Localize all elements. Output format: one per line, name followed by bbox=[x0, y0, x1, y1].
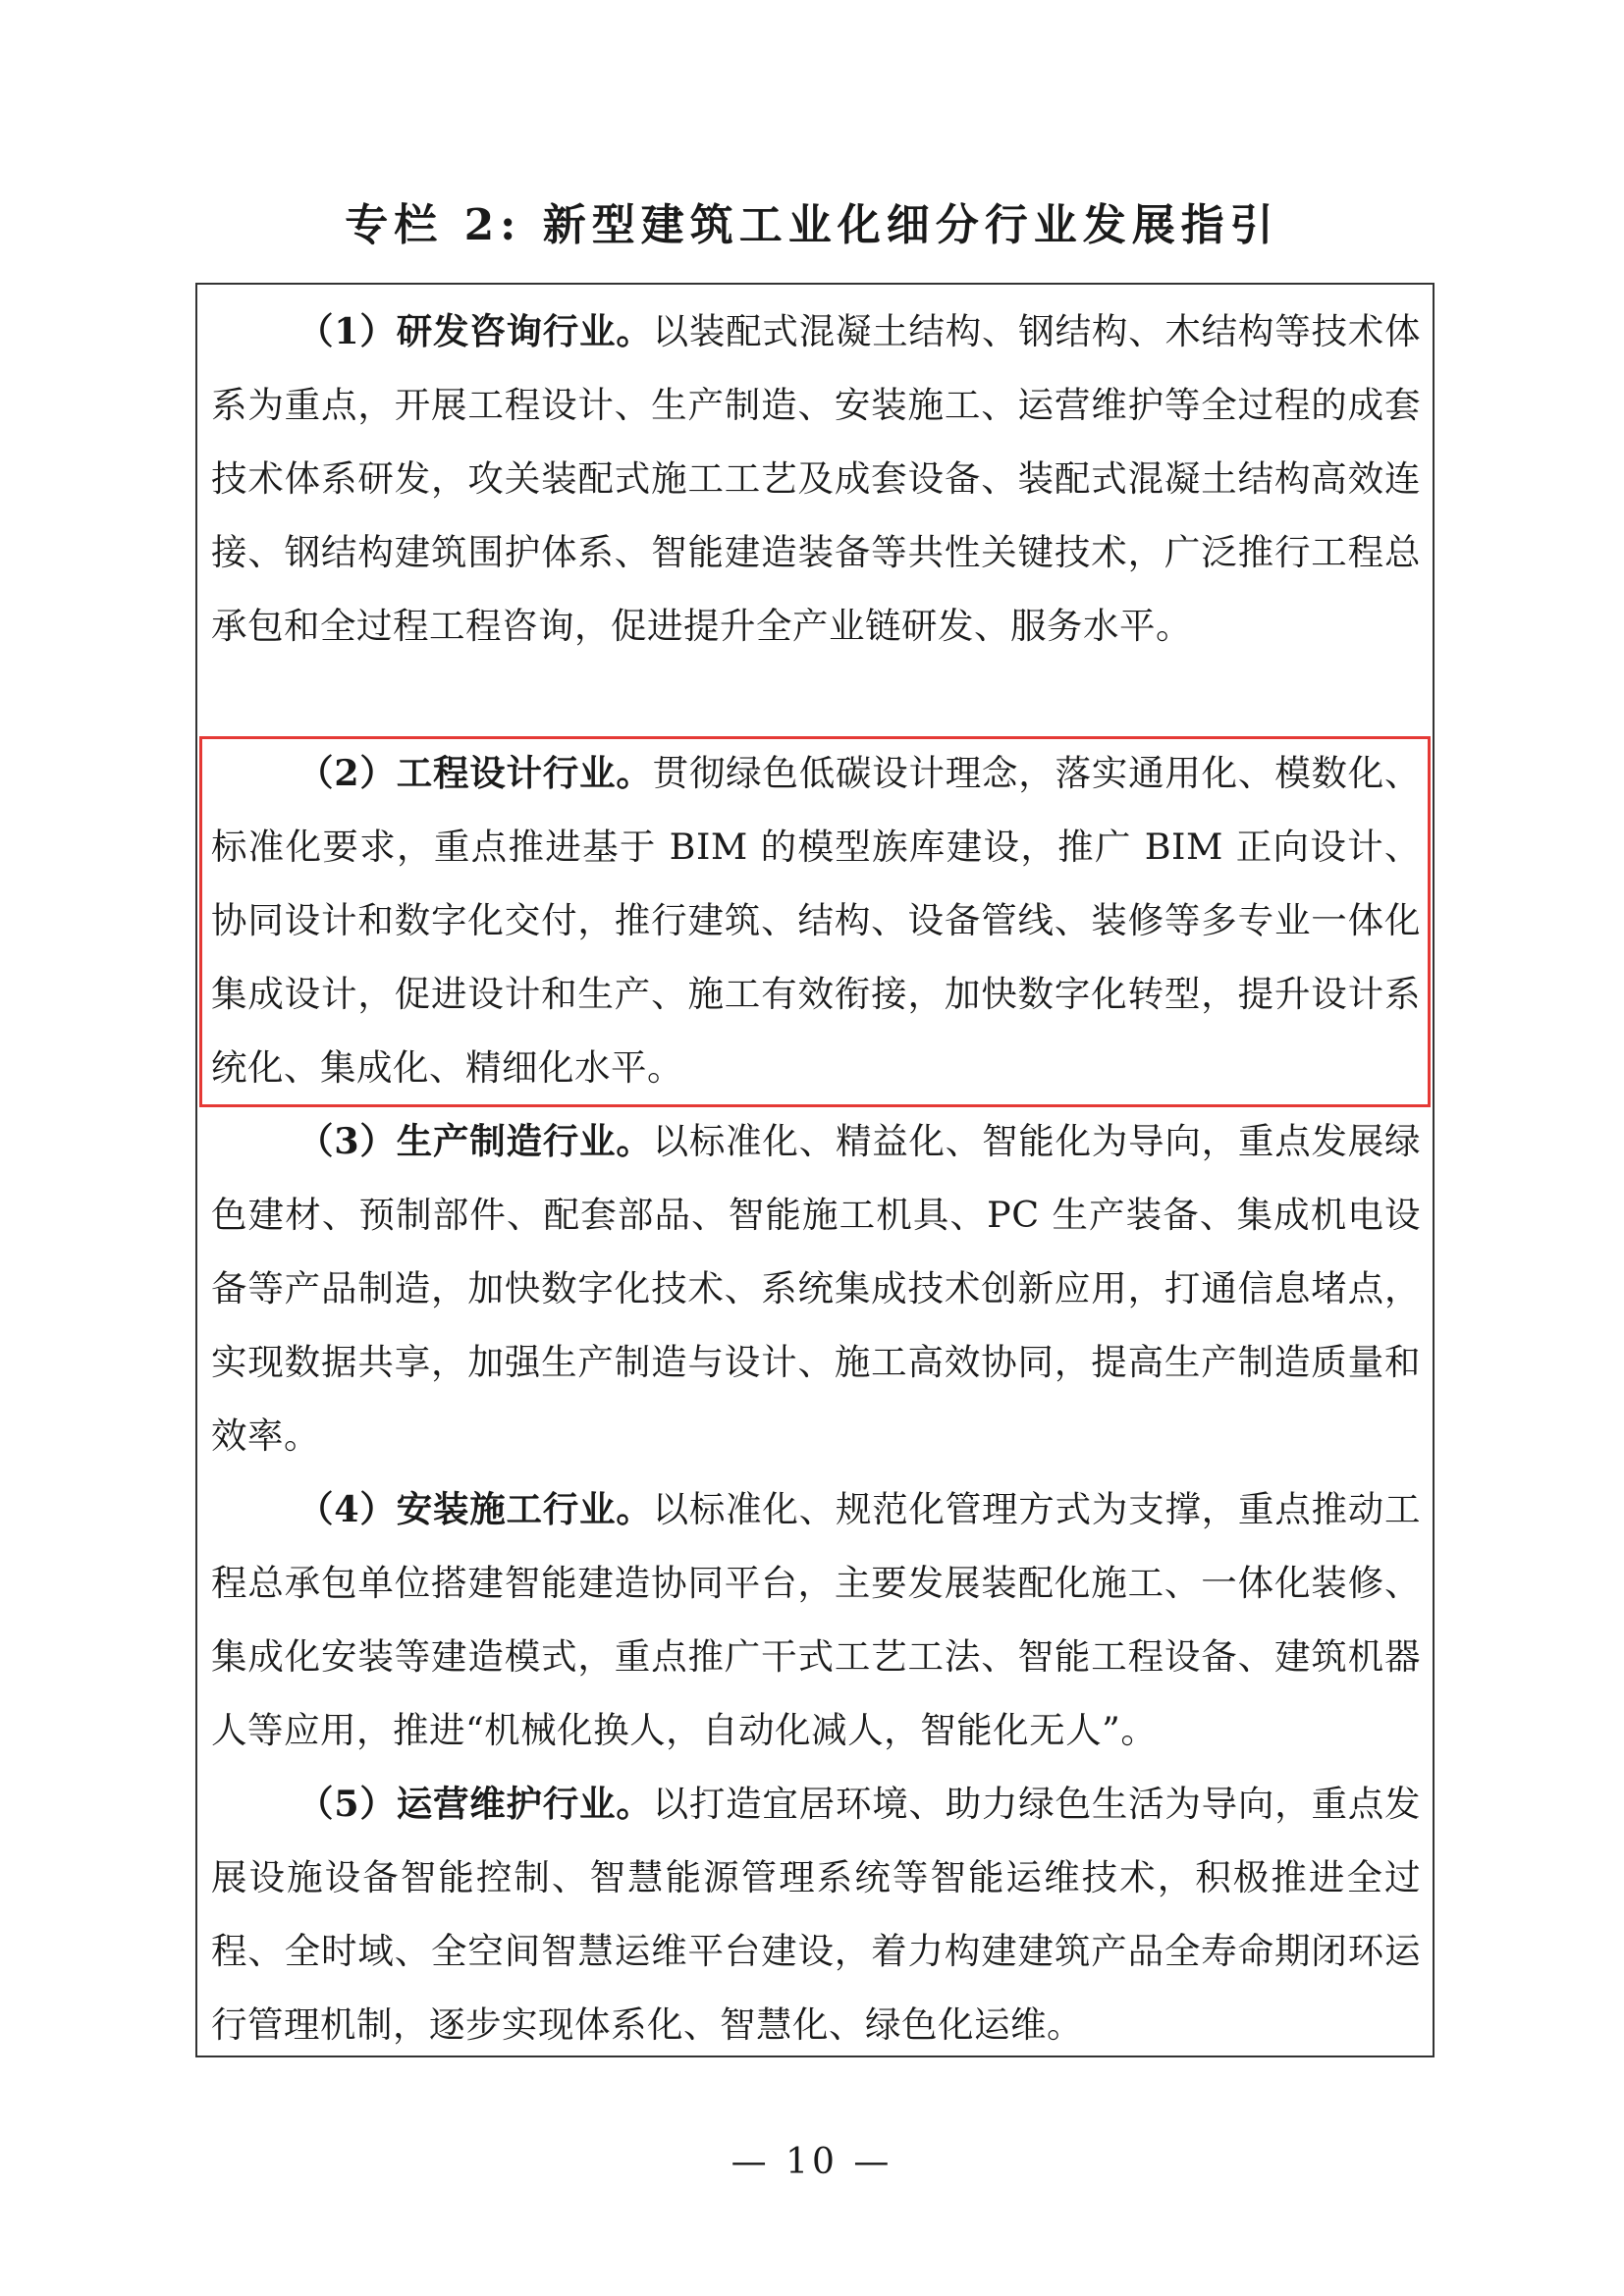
section-text: 以打造宜居环境、助力绿色生活为导向，重点发展设施设备智能控制、智慧能源管理系统等智能运维技术，积极推进全过程、全时域、全空间智慧运维平台建设，着力构建建筑产品全寿命期闭环运行管理机制，逐步实现体系化、智慧化、绿色化运维。 bbox=[211, 1783, 1422, 2046]
section-text: 以装配式混凝土结构、钢结构、木结构等技术体系为重点，开展工程设计、生产制造、安装施工、运营维护等全过程的成套技术体系研发，攻关装配式施工工艺及成套设备、装配式混凝土结构高效连接、钢结构建筑围护体系、智能建造装备等共性关键技术，广泛推行工程总承包和全过程工程咨询，促进提升全产业链研发、服务水平。 bbox=[211, 310, 1422, 647]
section-heading: （1）研发咨询行业。 bbox=[298, 310, 653, 352]
section-heading: （3）生产制造行业。 bbox=[298, 1120, 653, 1162]
section-operation-maintenance bbox=[211, 1767, 1421, 2061]
section-manufacturing bbox=[211, 1104, 1421, 1472]
section-installation bbox=[211, 1472, 1421, 1767]
highlight-box bbox=[199, 736, 1431, 1107]
page-number: — 10 — bbox=[731, 2142, 893, 2182]
column-box bbox=[195, 283, 1435, 2057]
section-text: 以标准化、规范化管理方式为支撑，重点推动工程总承包单位搭建智能建造协同平台，主要发展装配化施工、一体化装修、集成化安装等建造模式，重点推广干式工艺工法、智能工程设备、建筑机器人等应用，推进“机械化换人，自动化减人，智能化无人”。 bbox=[211, 1488, 1422, 1751]
section-text: 贯彻绿色低碳设计理念，落实通用化、模数化、标准化要求，重点推进基于 BIM 的模型族库建设，推广 BIM 正向设计、协同设计和数字化交付，推行建筑、结构、设备管线、装修等多专业一体化集成设计，促进设计和生产、施工有效衔接，加快数字化转型，提升设计系统化、集成化、精细化水平。 bbox=[211, 752, 1422, 1089]
section-research-consulting bbox=[211, 294, 1421, 663]
section-heading: （2）工程设计行业。 bbox=[298, 752, 653, 794]
section-text: 以标准化、精益化、智能化为导向，重点发展绿色建材、预制部件、配套部品、智能施工机具、PC 生产装备、集成机电设备等产品制造，加快数字化技术、系统集成技术创新应用，打通信息堵点，实现数据共享，加强生产制造与设计、施工高效协同，提高生产制造质量和效率。 bbox=[211, 1120, 1422, 1457]
page-title: 专栏 2: 新型建筑工业化细分行业发展指引 bbox=[345, 200, 1279, 250]
section-heading: （4）安装施工行业。 bbox=[298, 1488, 653, 1530]
section-heading: （5）运营维护行业。 bbox=[298, 1783, 653, 1825]
